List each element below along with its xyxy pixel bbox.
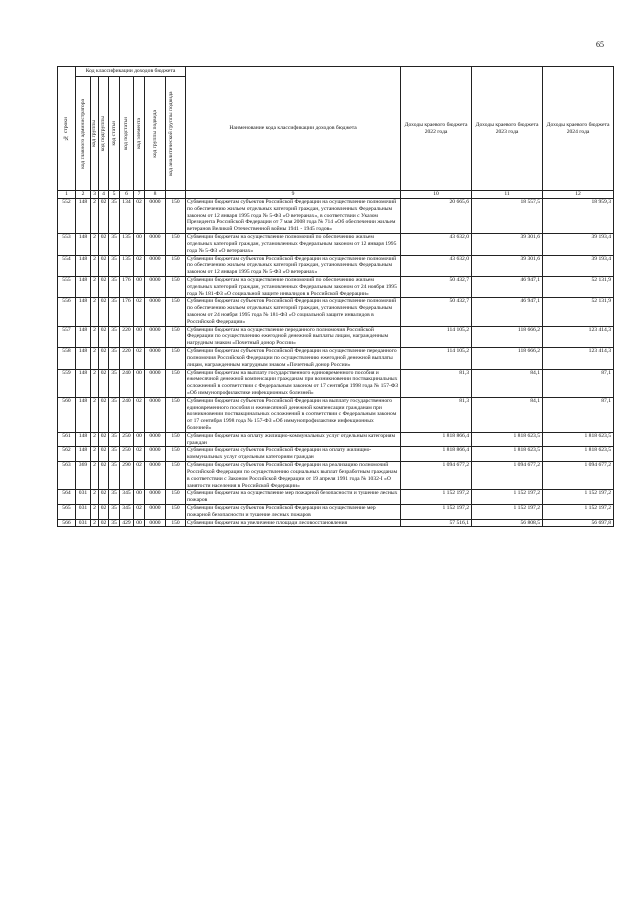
revenue-name: Субвенции бюджетам субъектов Российской Федерации на осуществление полномочий по обеспечению жильем отдельных категорий граждан, установленных Федеральным законом от 12 января 1995 года № 5-ФЗ «О ветеранах» (186, 255, 401, 276)
subtype-group-code: 0000 (145, 462, 166, 490)
group-code: 2 (91, 504, 99, 519)
revenue-2023: 39 301,6 (472, 234, 543, 255)
revenue-name: Субвенции бюджетам субъектов Российской Федерации на осуществление полномочий по обеспечению жильем отдельных категорий граждан, установленных Федеральным законом от 12 января 1995 года № 5-ФЗ «О ветеранах», в соответствии с Указом Президента Российской Федерации от 7 мая 2008 года № 714 «Об обеспечении жильем ветеранов Великой Отечественной войны 1941 - 1945 годов» (186, 199, 401, 234)
subarticle-code: 429 (120, 519, 134, 527)
header-subtype-group: код группы подвида (145, 77, 166, 191)
revenue-2023: 118 666,2 (472, 348, 543, 369)
header-article: код статьи (109, 77, 120, 191)
admin-code: 148 (76, 199, 91, 234)
subtype-group-code: 0000 (145, 504, 166, 519)
admin-code: 369 (76, 462, 91, 490)
subarticle-code: 176 (120, 276, 134, 297)
subarticle-code: 240 (120, 397, 134, 432)
admin-code: 148 (76, 276, 91, 297)
admin-code: 031 (76, 519, 91, 527)
group-code: 2 (91, 234, 99, 255)
analytic-group-code: 150 (166, 519, 186, 527)
header-classification-group: Код классификации доходов бюджета (76, 67, 186, 77)
revenue-2023: 1 818 623,5 (472, 447, 543, 462)
revenue-2023: 1 818 623,5 (472, 432, 543, 447)
subarticle-code: 250 (120, 432, 134, 447)
subtype-group-code: 0000 (145, 447, 166, 462)
group-code: 2 (91, 462, 99, 490)
element-code: 02 (134, 199, 145, 234)
group-code: 2 (91, 348, 99, 369)
revenue-2023: 84,1 (472, 397, 543, 432)
row-number: 556 (58, 298, 76, 326)
subgroup-code: 02 (99, 276, 109, 297)
group-code: 2 (91, 255, 99, 276)
element-code: 00 (134, 519, 145, 527)
subgroup-code: 02 (99, 255, 109, 276)
analytic-group-code: 150 (166, 298, 186, 326)
subgroup-code: 02 (99, 432, 109, 447)
row-number: 555 (58, 276, 76, 297)
revenue-2024: 52 131,9 (543, 298, 614, 326)
subgroup-code: 02 (99, 490, 109, 505)
revenue-2024: 52 131,9 (543, 276, 614, 297)
table-row (58, 369, 614, 397)
revenue-2024: 1 818 623,5 (543, 447, 614, 462)
column-number (166, 191, 186, 199)
revenue-2022: 43 632,0 (401, 234, 472, 255)
analytic-group-code: 150 (166, 199, 186, 234)
analytic-group-code: 150 (166, 326, 186, 347)
table-row (58, 298, 614, 326)
revenue-2022: 1 818 866,4 (401, 432, 472, 447)
revenue-2022: 81,3 (401, 397, 472, 432)
analytic-group-code: 150 (166, 504, 186, 519)
revenue-name: Субвенции бюджетам субъектов Российской Федерации на выплату государственного единовременного пособия и ежемесячной денежной компенсации гражданам при возникновении поствакцинальных осложнений в соответствии с Федеральным законом от 17 сентября 1998 года № 157-ФЗ «Об иммунопрофилактике инфекционных болезней» (186, 397, 401, 432)
admin-code: 148 (76, 397, 91, 432)
revenue-name: Субвенции бюджетам на осуществление полномочий по обеспечению жильем отдельных категорий граждан, установленных Федеральным законом от 24 ноября 1995 года № 181-ФЗ «О социальной защите инвалидов в Российской Федерации» (186, 276, 401, 297)
subgroup-code: 02 (99, 234, 109, 255)
revenue-2022: 43 632,0 (401, 255, 472, 276)
element-code: 02 (134, 504, 145, 519)
header-subgroup: код подгруппы (99, 77, 109, 191)
admin-code: 148 (76, 298, 91, 326)
element-code: 00 (134, 490, 145, 505)
header-row-num: № строки (58, 67, 76, 191)
analytic-group-code: 150 (166, 255, 186, 276)
revenue-2023: 1 094 677,2 (472, 462, 543, 490)
subtype-group-code: 0000 (145, 369, 166, 397)
row-number: 563 (58, 462, 76, 490)
revenue-name: Субвенции бюджетам на выплату государственного единовременного пособия и ежемесячной денежной компенсации гражданам при возникновении поствакцинальных осложнений в соответствии с Федеральным законом от 17 сентября 1998 года № 157-ФЗ «Об иммунопрофилактике инфекционных болезней» (186, 369, 401, 397)
analytic-group-code: 150 (166, 276, 186, 297)
revenue-name: Субвенции бюджетам субъектов Российской Федерации на оплату жилищно-коммунальных услуг отдельным категориям граждан (186, 447, 401, 462)
page-number: 65 (596, 40, 604, 49)
column-number: 2 (76, 191, 91, 199)
subtype-group-code: 0000 (145, 348, 166, 369)
table-row (58, 447, 614, 462)
element-code: 02 (134, 397, 145, 432)
element-code: 00 (134, 326, 145, 347)
subtype-group-code: 0000 (145, 432, 166, 447)
revenue-2024: 39 193,4 (543, 255, 614, 276)
revenue-2024: 1 152 197,2 (543, 504, 614, 519)
subgroup-code: 02 (99, 369, 109, 397)
table-row (58, 397, 614, 432)
header-subarticle: код подстатьи (120, 77, 134, 191)
column-number: 7 (134, 191, 145, 199)
article-code: 35 (109, 276, 120, 297)
table-row (58, 326, 614, 347)
article-code: 35 (109, 326, 120, 347)
header-admin: код главного администратора (76, 77, 91, 191)
revenue-name: Субвенции бюджетам субъектов Российской Федерации на реализацию полномочий Российской Федерации по осуществлению социальных выплат безработным гражданам в соответствии с Законом Российской Федерации от 19 апреля 1991 года № 1032-I «О занятости населения в Российской Федерации» (186, 462, 401, 490)
subtype-group-code: 0000 (145, 519, 166, 527)
column-number: 1 (58, 191, 76, 199)
column-number: 4 (99, 191, 109, 199)
revenue-2023: 1 152 197,2 (472, 504, 543, 519)
table-row (58, 519, 614, 527)
subarticle-code: 135 (120, 255, 134, 276)
subarticle-code: 134 (120, 199, 134, 234)
analytic-group-code: 150 (166, 234, 186, 255)
revenue-name: Субвенции бюджетам на увеличение площади лесовосстановления (186, 519, 401, 527)
subarticle-code: 250 (120, 447, 134, 462)
subgroup-code: 02 (99, 326, 109, 347)
element-code: 02 (134, 255, 145, 276)
group-code: 2 (91, 519, 99, 527)
article-code: 35 (109, 348, 120, 369)
column-number: 3 (91, 191, 99, 199)
subtype-group-code: 0000 (145, 298, 166, 326)
header-group: код группы (91, 77, 99, 191)
article-code: 35 (109, 447, 120, 462)
article-code: 35 (109, 397, 120, 432)
subarticle-code: 240 (120, 369, 134, 397)
revenue-2022: 20 665,6 (401, 199, 472, 234)
column-number: 9 (186, 191, 401, 199)
subarticle-code: 135 (120, 234, 134, 255)
analytic-group-code: 150 (166, 462, 186, 490)
subtype-group-code: 0000 (145, 234, 166, 255)
revenue-2022: 57 516,1 (401, 519, 472, 527)
row-number: 560 (58, 397, 76, 432)
revenue-2023: 118 666,2 (472, 326, 543, 347)
column-number: 8 (145, 191, 166, 199)
revenue-name: Субвенции бюджетам субъектов Российской Федерации на осуществление переданного полномочия Российской Федерации по осуществлению ежегодной денежной выплаты лицам, награжденным нагрудным знаком «Почетный донор России» (186, 348, 401, 369)
group-code: 2 (91, 397, 99, 432)
row-number: 562 (58, 447, 76, 462)
analytic-group-code: 150 (166, 490, 186, 505)
element-code: 02 (134, 447, 145, 462)
revenue-name: Субвенции бюджетам на осуществление переданного полномочия Российской Федерации по осуществлению ежегодной денежной выплаты лицам, награжденным нагрудным знаком «Почетный донор России» (186, 326, 401, 347)
article-code: 35 (109, 432, 120, 447)
subgroup-code: 02 (99, 447, 109, 462)
header-year-2023: Доходы краевого бюджета 2023 года (472, 67, 543, 191)
element-code: 00 (134, 276, 145, 297)
group-code: 2 (91, 199, 99, 234)
subtype-group-code: 0000 (145, 199, 166, 234)
analytic-group-code: 150 (166, 397, 186, 432)
article-code: 35 (109, 199, 120, 234)
row-number: 557 (58, 326, 76, 347)
revenue-2023: 46 947,1 (472, 298, 543, 326)
row-number: 559 (58, 369, 76, 397)
revenue-2022: 1 818 866,4 (401, 447, 472, 462)
table-row (58, 276, 614, 297)
revenue-name: Субвенции бюджетам на осуществление мер пожарной безопасности и тушение лесных пожаров (186, 490, 401, 505)
revenue-2022: 114 105,2 (401, 326, 472, 347)
revenue-2023: 1 152 197,2 (472, 490, 543, 505)
subtype-group-code: 0000 (145, 276, 166, 297)
revenue-2024: 18 959,3 (543, 199, 614, 234)
element-code: 00 (134, 369, 145, 397)
element-code: 00 (134, 432, 145, 447)
revenue-name: Субвенции бюджетам на оплату жилищно-коммунальных услуг отдельным категориям граждан (186, 432, 401, 447)
row-number: 566 (58, 519, 76, 527)
revenue-name: Субвенции бюджетам на осуществление полномочий по обеспечению жильем отдельных категорий граждан, установленных Федеральным законом от 12 января 1995 года № 5-ФЗ «О ветеранах» (186, 234, 401, 255)
analytic-group-code: 150 (166, 447, 186, 462)
revenue-2022: 1 094 677,2 (401, 462, 472, 490)
subgroup-code: 02 (99, 519, 109, 527)
row-number: 564 (58, 490, 76, 505)
article-code: 35 (109, 255, 120, 276)
row-number: 552 (58, 199, 76, 234)
article-code: 35 (109, 298, 120, 326)
element-code: 00 (134, 234, 145, 255)
revenue-2024: 123 414,3 (543, 348, 614, 369)
article-code: 35 (109, 490, 120, 505)
header-year-2022: Доходы краевого бюджета 2022 года (401, 67, 472, 191)
revenue-2024: 123 414,3 (543, 326, 614, 347)
group-code: 2 (91, 326, 99, 347)
header-year-2024: Доходы краевого бюджета 2024 года (543, 67, 614, 191)
group-code: 2 (91, 276, 99, 297)
subarticle-code: 345 (120, 490, 134, 505)
admin-code: 031 (76, 504, 91, 519)
revenue-2022: 81,3 (401, 369, 472, 397)
article-code: 35 (109, 519, 120, 527)
subtype-group-code: 0000 (145, 397, 166, 432)
budget-revenue-table (57, 66, 614, 527)
group-code: 2 (91, 447, 99, 462)
admin-code: 031 (76, 490, 91, 505)
admin-code: 148 (76, 369, 91, 397)
table-row (58, 490, 614, 505)
column-number: 5 (109, 191, 120, 199)
analytic-group-code: 150 (166, 369, 186, 397)
row-number: 553 (58, 234, 76, 255)
revenue-2023: 84,1 (472, 369, 543, 397)
revenue-2022: 50 432,7 (401, 276, 472, 297)
table-row (58, 462, 614, 490)
row-number: 565 (58, 504, 76, 519)
subgroup-code: 02 (99, 199, 109, 234)
subtype-group-code: 0000 (145, 255, 166, 276)
analytic-group-code: 150 (166, 432, 186, 447)
group-code: 2 (91, 432, 99, 447)
row-number: 561 (58, 432, 76, 447)
admin-code: 148 (76, 432, 91, 447)
analytic-group-code: 150 (166, 348, 186, 369)
subarticle-code: 290 (120, 462, 134, 490)
revenue-name: Субвенции бюджетам субъектов Российской Федерации на осуществление мер пожарной безопасности и тушение лесных пожаров (186, 504, 401, 519)
revenue-2024: 39 193,4 (543, 234, 614, 255)
subgroup-code: 02 (99, 397, 109, 432)
column-number: 10 (401, 191, 472, 199)
revenue-name: Субвенции бюджетам субъектов Российской Федерации на осуществление полномочий по обеспечению жильем отдельных категорий граждан, установленных Федеральным законом от 24 ноября 1995 года № 181-ФЗ «О социальной защите инвалидов в Российской Федерации» (186, 298, 401, 326)
revenue-2022: 50 432,7 (401, 298, 472, 326)
revenue-2023: 46 947,1 (472, 276, 543, 297)
revenue-2024: 87,1 (543, 369, 614, 397)
subtype-group-code: 0000 (145, 326, 166, 347)
column-number: 11 (472, 191, 543, 199)
admin-code: 148 (76, 326, 91, 347)
revenue-2024: 56 697,8 (543, 519, 614, 527)
header-element: код элемента (134, 77, 145, 191)
revenue-2023: 18 557,5 (472, 199, 543, 234)
subtype-group-code: 0000 (145, 490, 166, 505)
table-row (58, 199, 614, 234)
revenue-2024: 87,1 (543, 397, 614, 432)
subarticle-code: 220 (120, 326, 134, 347)
group-code: 2 (91, 490, 99, 505)
row-number: 554 (58, 255, 76, 276)
table-row (58, 234, 614, 255)
header-analytic-group: код аналитической группы подвида (166, 77, 186, 191)
subarticle-code: 176 (120, 298, 134, 326)
revenue-2024: 1 818 623,5 (543, 432, 614, 447)
revenue-2022: 1 152 197,2 (401, 504, 472, 519)
row-number: 558 (58, 348, 76, 369)
revenue-2023: 56 808,5 (472, 519, 543, 527)
article-code: 35 (109, 462, 120, 490)
subgroup-code: 02 (99, 348, 109, 369)
subgroup-code: 02 (99, 504, 109, 519)
column-number: 6 (120, 191, 134, 199)
article-code: 35 (109, 504, 120, 519)
revenue-2022: 1 152 197,2 (401, 490, 472, 505)
table-row (58, 432, 614, 447)
group-code: 2 (91, 369, 99, 397)
admin-code: 148 (76, 348, 91, 369)
element-code: 02 (134, 348, 145, 369)
admin-code: 148 (76, 447, 91, 462)
article-code: 35 (109, 234, 120, 255)
revenue-2022: 114 105,2 (401, 348, 472, 369)
article-code: 35 (109, 369, 120, 397)
subarticle-code: 220 (120, 348, 134, 369)
revenue-2024: 1 094 677,2 (543, 462, 614, 490)
table-row (58, 348, 614, 369)
revenue-2023: 39 301,6 (472, 255, 543, 276)
element-code: 02 (134, 298, 145, 326)
subarticle-code: 345 (120, 504, 134, 519)
header-name: Наименование кода классификации доходов бюджета (186, 67, 401, 191)
column-number-row (58, 191, 614, 199)
element-code: 02 (134, 462, 145, 490)
table-row (58, 504, 614, 519)
table-row (58, 255, 614, 276)
column-number: 12 (543, 191, 614, 199)
subgroup-code: 02 (99, 462, 109, 490)
revenue-2024: 1 152 197,2 (543, 490, 614, 505)
admin-code: 148 (76, 234, 91, 255)
admin-code: 148 (76, 255, 91, 276)
subgroup-code: 02 (99, 298, 109, 326)
group-code: 2 (91, 298, 99, 326)
